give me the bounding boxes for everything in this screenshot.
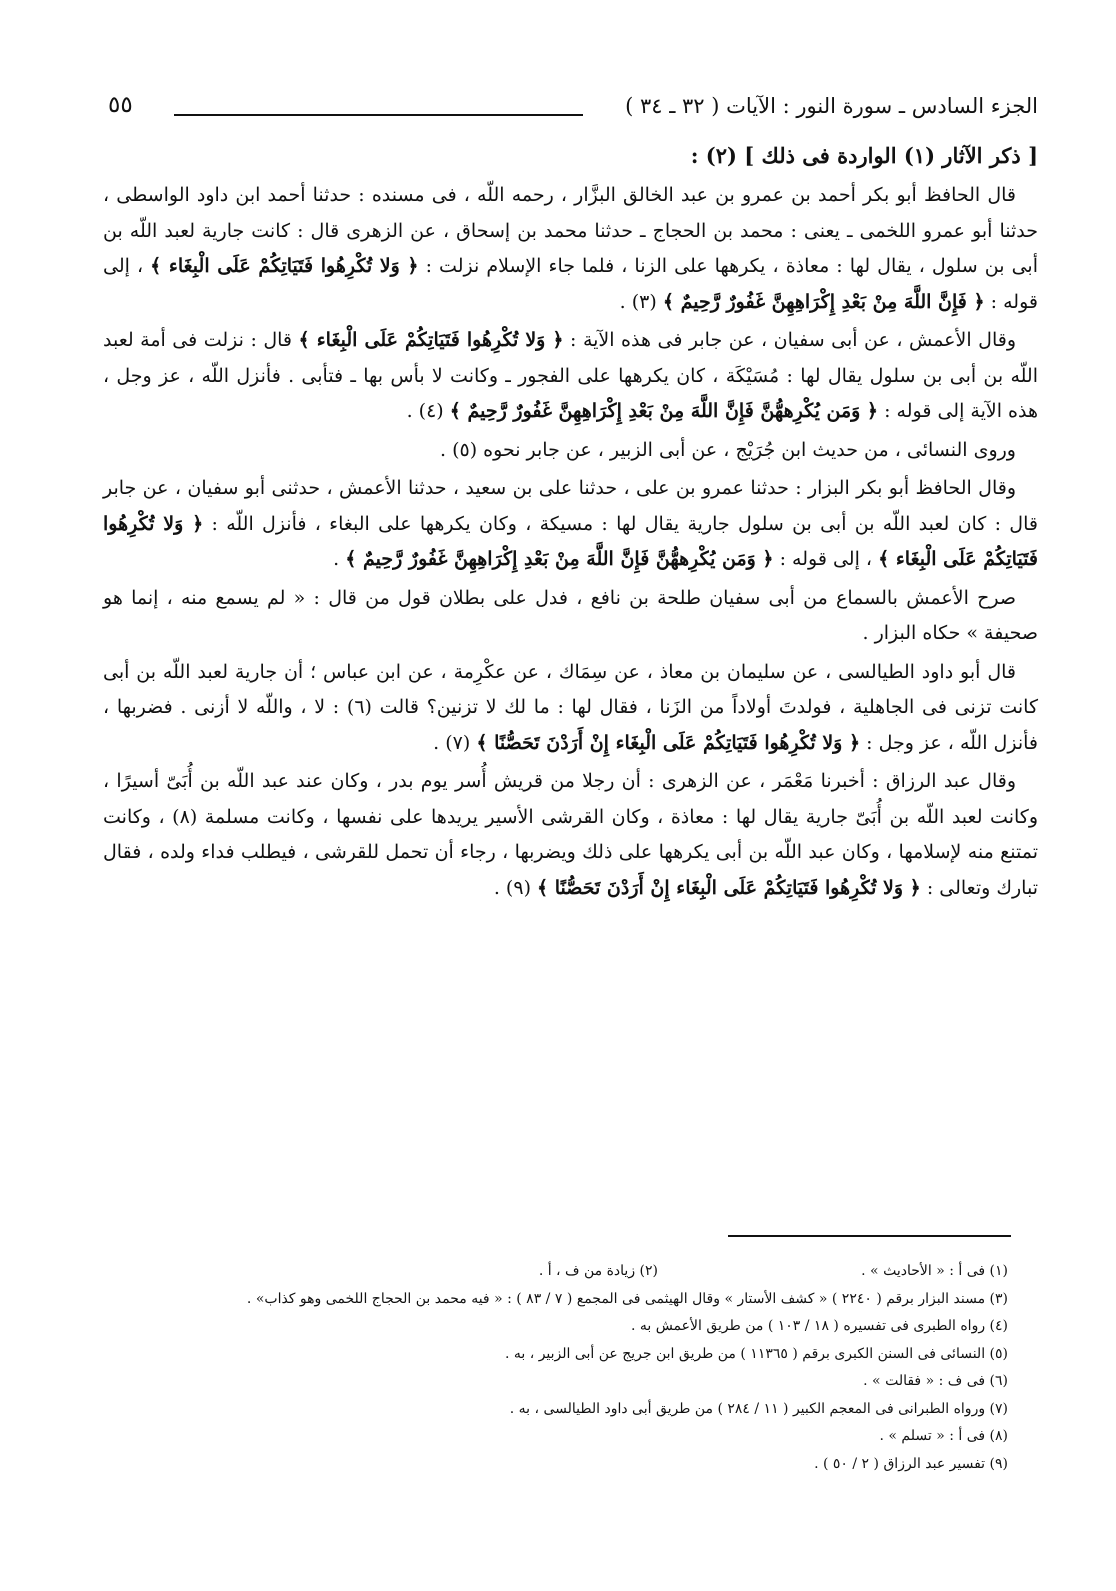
text-segment: ، إلى قوله : (103, 255, 1038, 313)
quran-verse: ﴿ وَلا تُكْرِهُوا فَتَيَاتِكُمْ عَلَى الْبِغَاء إِنْ أَرَدْنَ تَحَصُّنًا ﴾ (537, 876, 921, 899)
footnote-row (8, 1258, 1008, 1286)
page-header (108, 92, 1038, 132)
footnote-2: (٢) زيادة من ف ، أ . (538, 1263, 658, 1279)
footnote-6: (٦) فى ف : « فقالت » . (863, 1373, 1008, 1389)
quran-verse: ﴿ وَلا تُكْرِهُوا فَتَيَاتِكُمْ عَلَى الْبِغَاء ﴾ (150, 255, 419, 277)
paragraph (103, 581, 1038, 652)
footnote-9: (٩) تفسير عبد الرزاق ( ٢ / ٥٠ ) . (814, 1455, 1008, 1472)
footnotes (8, 1258, 1008, 1478)
text-segment: صرح الأعمش بالسماع من أبى سفيان طلحة بن نافع ، فدل على بطلان قول من قال : « لم يسمع منه ، إنما هو صحيفة » حكاه البزار . (103, 586, 1038, 644)
quran-verse: ﴿ وَمَن يُكْرِههُّنَّ فَإِنَّ اللَّهَ مِنْ بَعْدِ إِكْرَاهِهِنَّ غَفُورٌ رَّحِيمٌ ﴾ (345, 548, 774, 570)
footnote-separator (728, 1235, 1011, 1237)
footnote-5: (٥) النسائى فى السنن الكبرى برقم ( ١١٣٦٥ ) من طريق ابن جريج عن أبى الزبير ، به . (504, 1345, 1008, 1362)
text-segment: (٧) . (433, 731, 477, 754)
footnote-1: (١) فى أ : « الأحاديث » . (861, 1263, 1008, 1279)
text-segment: وقال الأعمش ، عن أبى سفيان ، عن جابر فى هذه الآية : (563, 329, 1016, 351)
paragraph (103, 764, 1038, 906)
text-segment: (٩) . (493, 876, 538, 899)
footnote-7: (٧) ورواه الطبرانى فى المعجم الكبير ( ١١ / ٢٨٤ ) من طريق أبى داود الطيالسى ، به . (509, 1400, 1008, 1417)
footnote-4: (٤) رواه الطبرى فى تفسيره ( ١٨ / ١٠٣ ) من طريق الأعمش به . (630, 1318, 1008, 1334)
quran-verse: ﴿ وَلا تُكْرِهُوا فَتَيَاتِكُمْ عَلَى الْبِغَاء إِنْ أَرَدْنَ تَحَصُّنًا ﴾ (476, 731, 861, 754)
text-segment: (٤) . (406, 400, 450, 422)
text-segment: وقال الحافظ أبو بكر البزار : حدثنا عمرو بن على ، حدثنا على بن سعيد ، حدثنا الأعمش ، حدثنى أبو سفيان ، عن جابر قال : كان لعبد اللّه بن أبى بن سلول جارية يقال لها : مسيكة ، وكان يكرهها على البغاء ، فأنزل اللّه : (103, 477, 1038, 535)
quran-verse: ﴿ فَإِنَّ اللَّهَ مِنْ بَعْدِ إِكْرَاهِهِنَّ غَفُورٌ رَّحِيمٌ ﴾ (662, 290, 985, 313)
text-segment: ، إلى قوله : (773, 548, 879, 570)
quran-verse: ﴿ وَمَن يُكْرِههُّنَّ فَإِنَّ اللَّهَ مِنْ بَعْدِ إِكْرَاهِهِنَّ غَفُورٌ رَّحِيمٌ ﴾ (449, 400, 879, 422)
running-header: الجزء السادس ـ سورة النور : الآيات ( ٣٢ ـ ٣٤ ) (625, 94, 1038, 118)
header-rule (174, 114, 583, 116)
paragraph (103, 433, 1038, 469)
paragraph (103, 323, 1038, 430)
quran-verse: ﴿ وَلا تُكْرِهُوا فَتَيَاتِكُمْ عَلَى الْبِغَاء ﴾ (298, 329, 564, 351)
text-segment: . (333, 548, 346, 570)
footnote-8: (٨) فى أ : « تسلم » . (879, 1428, 1008, 1444)
paragraph (103, 471, 1038, 578)
footnote-3: (٣) مسند البزار برقم ( ٢٢٤٠ ) « كشف الأستار » وقال الهيثمى فى المجمع ( ٧ / ٨٣ ) : « فيه محمد بن الحجاج اللخمى وهو كذاب» . (246, 1290, 1008, 1307)
text-segment: وقال عبد الرزاق : أخبرنا مَعْمَر ، عن الزهرى : أن رجلا من قريش أُسر يوم بدر ، وكان عند عبد اللّه بن أُبَىّ أسيرًا ، وكانت لعبد اللّه بن أُبَىّ جارية يقال لها : معاذة ، وكان القرشى الأسير يريدها على نفسها ، وكانت مسلمة (٨) ، وكانت تمتنع منه لإسلامها ، وكان عبد اللّه بن أبى يكرهها على ذلك ويضربها ، رجاء أن تحمل للقرشى ، فيطلب فداء ولده ، فقال تبارك وتعالى : (103, 770, 1038, 899)
paragraph (103, 178, 1038, 320)
main-text (103, 138, 1038, 909)
section-heading: [ ذكر الآثار (١) الواردة فى ذلك ] (٢) : (690, 143, 1038, 168)
text-segment: قال أبو داود الطيالسى ، عن سليمان بن معاذ ، عن سِمَاك ، عن عكْرِمة ، عن ابن عباس ؛ أن جارية لعبد اللّه بن أبى كانت تزنى فى الجاهلية ، فولدتَ أولاداً من الزَنا ، فقال لها : ما لك لا تزنين؟ قالت (٦) : لا ، واللّه لا أزنى . فضربها ، فأنزل اللّه ، عز وجل : (103, 660, 1039, 754)
text-segment: قال : نزلت فى أمة لعبد اللّه بن أبى بن سلول يقال لها : مُسَيْكَة ، كان يكرهها على الفجور ـ وكانت لا بأس بها ـ فتأبى . فأنزل اللّه ، عز وجل ، هذه الآية إلى قوله : (103, 329, 1038, 422)
paragraph (103, 655, 1038, 762)
text-segment: (٣) . (619, 290, 663, 313)
text-segment: وروى النسائى ، من حديث ابن جُرَيْج ، عن أبى الزبير ، عن جابر نحوه (٥) . (440, 438, 1016, 461)
page-number: ٥٥ (108, 92, 133, 118)
quran-verse: ﴿ وَلا تُكْرِهُوا فَتَيَاتِكُمْ عَلَى الْبِغَاء ﴾ (103, 512, 1038, 570)
text-segment: قال الحافظ أبو بكر أحمد بن عمرو بن عبد الخالق البزَّار ، رحمه اللّه ، فى مسنده : حدثنا أحمد ابن داود الواسطى ، حدثنا أبو عمرو اللخمى ـ يعنى : محمد بن الحجاج ـ حدثنا محمد بن إسحاق ، عن الزهرى قال : كانت جارية لعبد اللّه بن أبى بن سلول ، يقال لها : معاذة ، يكرهها على الزنا ، فلما جاء الإسلام نزلت : (103, 184, 1038, 277)
